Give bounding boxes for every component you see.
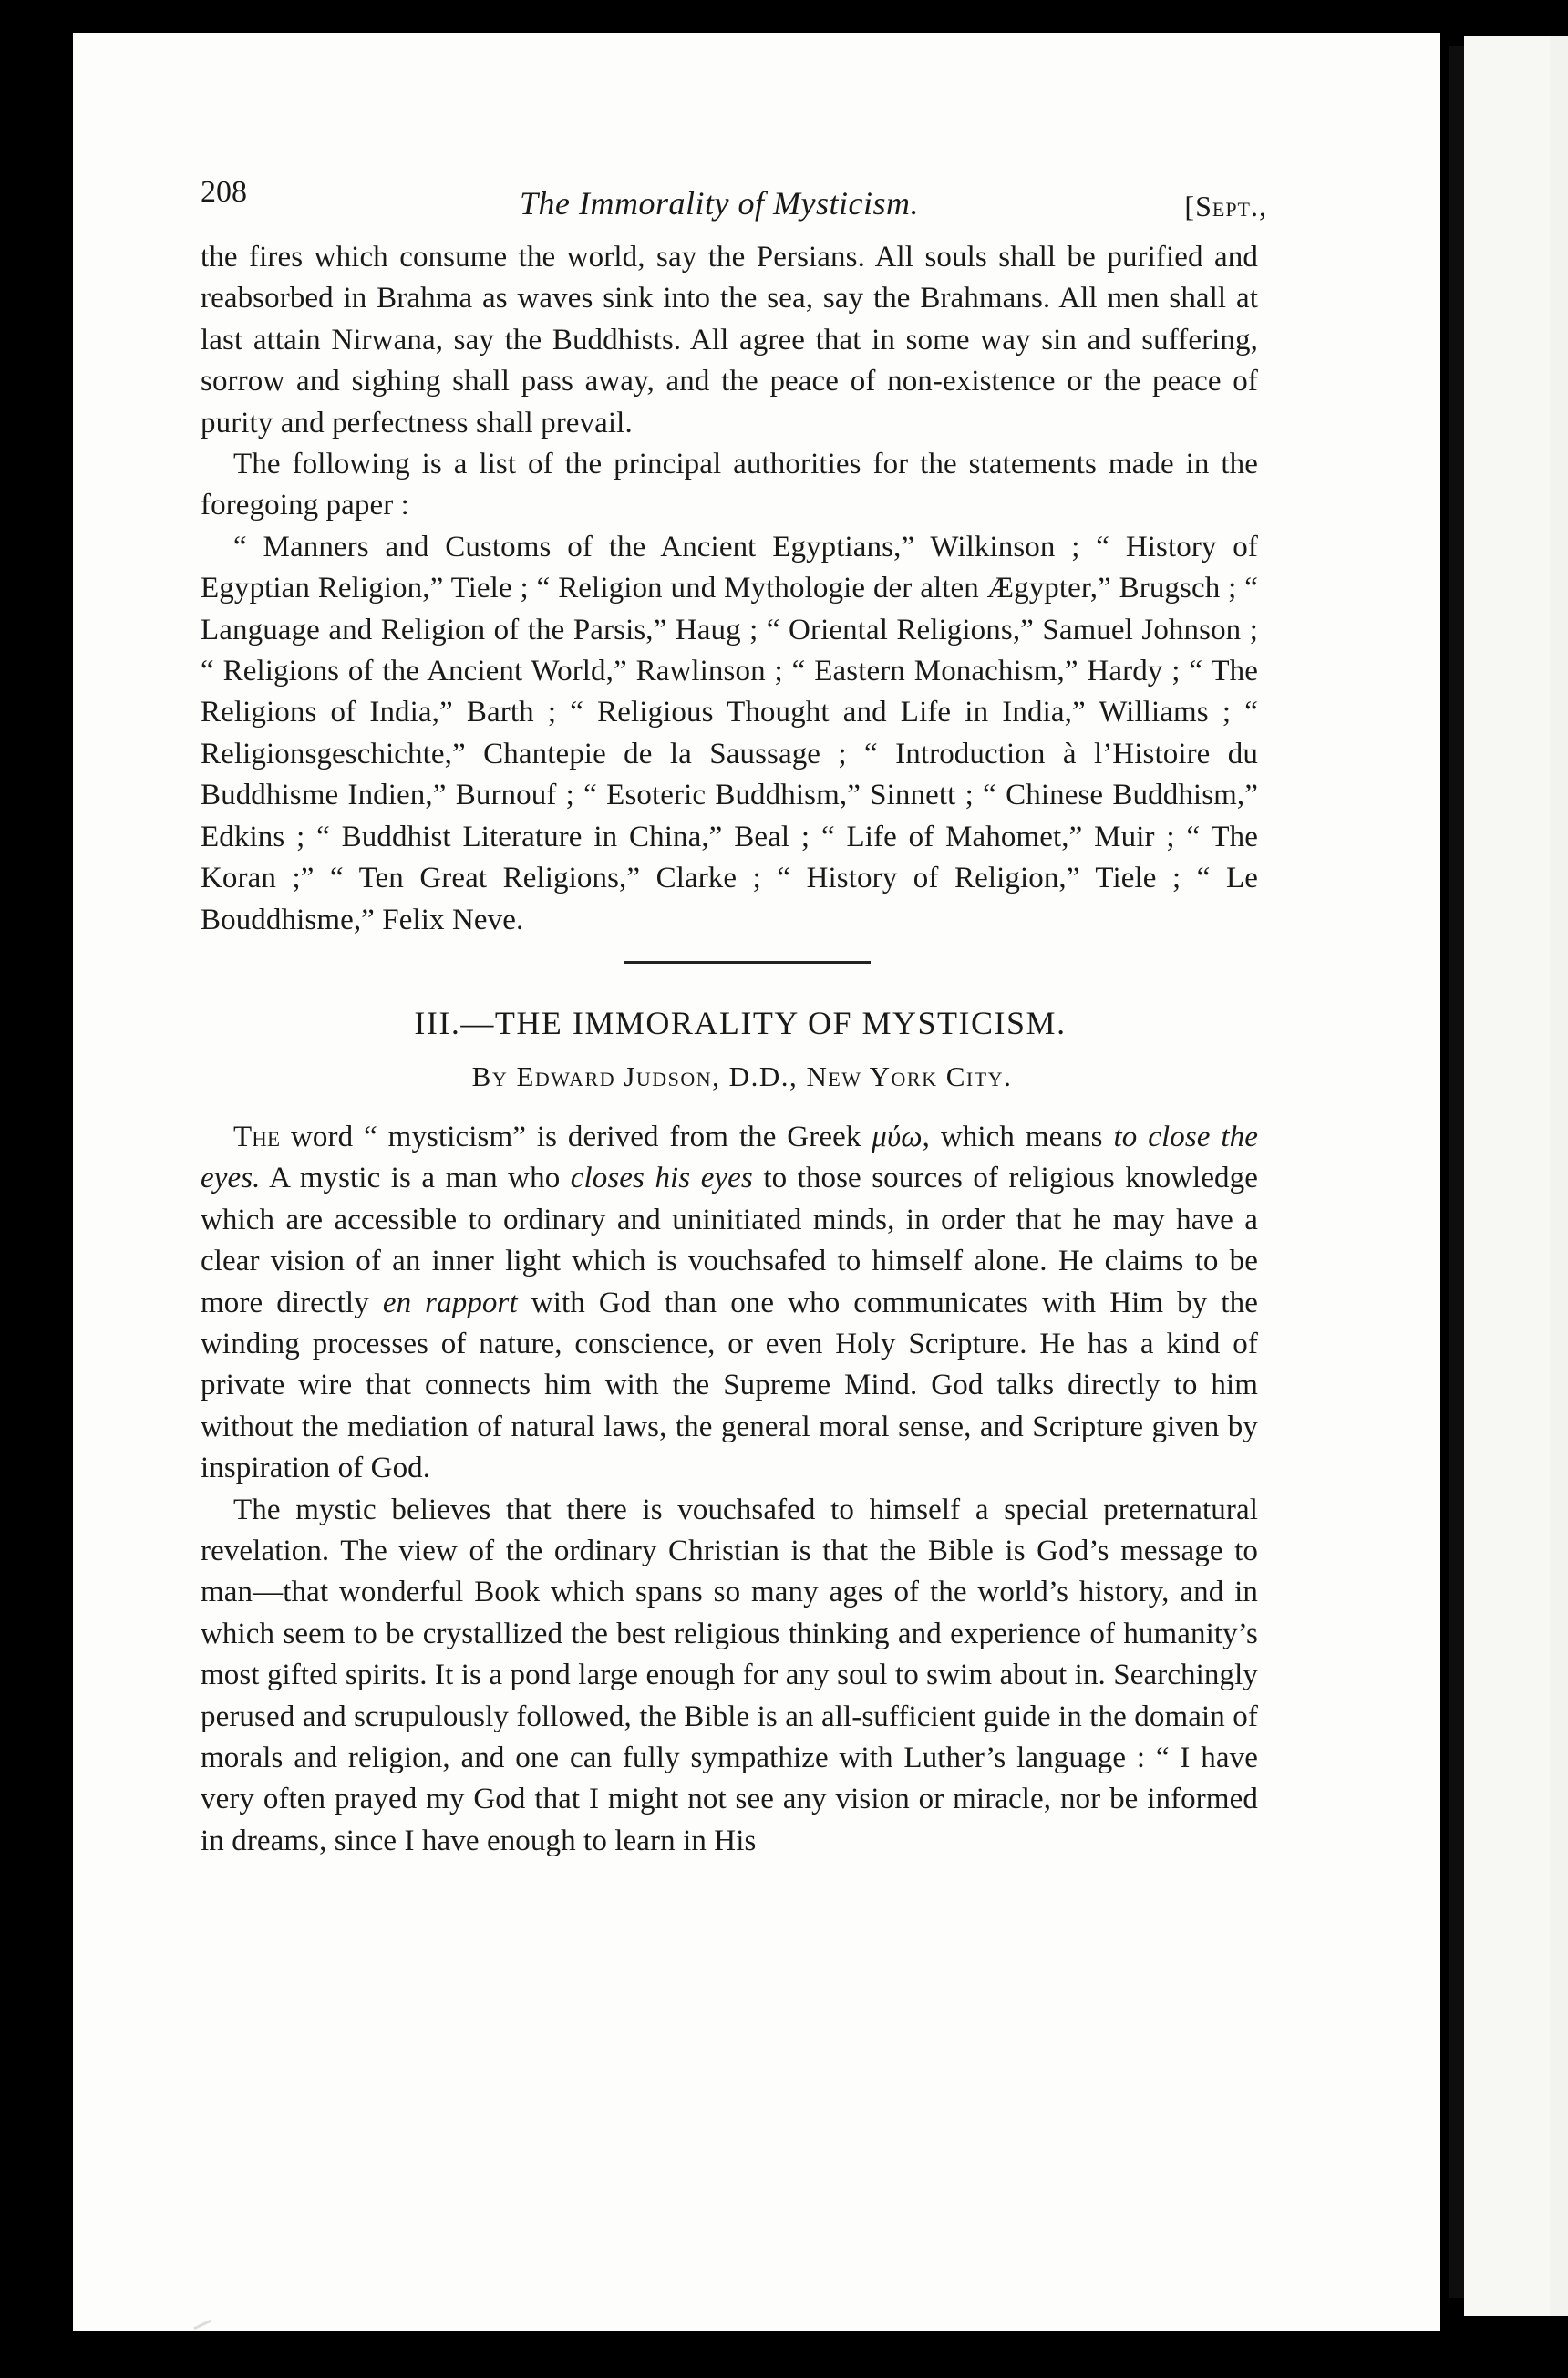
emphasis: to close the eyes. bbox=[201, 1120, 1259, 1195]
emphasis: en rapport bbox=[382, 1286, 518, 1319]
article-byline: By Edward Judson, D.D., New York City. bbox=[471, 1060, 1013, 1092]
page-gutter-shadow bbox=[1449, 46, 1464, 2298]
greek-word: μύω bbox=[872, 1120, 923, 1153]
paragraph: the fires which consume the world, say the Persians. All souls shall be purified and reabsorbed in Brahma as waves sink into the sea, say the Brahmans. All men shall at last attain Nirwana, say the Buddhists. All agree that in some way sin and suffering, sorrow and sighing shall pass away, and the peace of non-existence or the peace of purity and perfectness shall prevail. bbox=[201, 241, 1258, 439]
emphasis: closes his eyes bbox=[570, 1162, 753, 1195]
facing-page-edge-shade bbox=[1550, 36, 1568, 2316]
article-title: III.—THE IMMORALITY OF MYSTICISM. bbox=[414, 1004, 1067, 1041]
paragraph: The following is a list of the principal authorities for the statements made in the foregoing paper : bbox=[201, 448, 1258, 522]
lead-word: The bbox=[233, 1120, 281, 1153]
article-body bbox=[201, 1117, 1258, 1862]
text-run: with God than one who communicates with Him by the winding processes of nature, conscience, or even Holy Scripture. He has a kind of private wire that connects him with the Supreme Mind. God talks directly to him without the mediation of natural laws, the general moral sense, and Scripture given by inspiration of God. bbox=[201, 1286, 1259, 1485]
text-run: , which means bbox=[922, 1120, 1114, 1153]
paragraph: The mystic believes that there is vouchsafed to himself a special preternatural revelation. The view of the ordinary Christian is that the Bible is God’s message to man—that wonderful Book which spans so many ages of the world’s history, and in which seem to be crystallized the best religious thinking and experience of humanity’s most gifted spirits. It is a pond large enough for any soul to swim about in. Searchingly perused and scrupulously followed, the Bible is an all-sufficient guide in the domain of morals and religion, and one can fully sympathize with Luther’s language : “ I have very often prayed my God that I might not see any vision or miracle, nor be informed in dreams, since I have enough to learn in His bbox=[201, 1493, 1258, 1857]
text-run: to those sources of religious knowledge which are accessible to ordinary and uninitiated minds, in order that he may have a clear vision of an inner light which is vouchsafed to himself alone. He claims to be more directly bbox=[201, 1162, 1259, 1319]
previous-article-ending bbox=[201, 237, 1258, 941]
page-number: 208 bbox=[201, 175, 247, 209]
text-run: A mystic is a man who bbox=[260, 1162, 571, 1195]
page-content bbox=[201, 162, 1267, 1862]
text-run: word “ mysticism” is derived from the Greek bbox=[280, 1120, 872, 1153]
paragraph bbox=[201, 1117, 1258, 1490]
running-title: The Immorality of Mysticism. bbox=[520, 185, 919, 222]
bibliography-paragraph: “ Manners and Customs of the Ancient Egyptians,” Wilkinson ; “ History of Egyptian Religion,” Tiele ; “ Religion und Mythologie der alten Ægypter,” Brugsch ; “ Language and Religion of the Parsis,” Haug ; “ Oriental Religions,” Samuel Johnson ; “ Religions of the Ancient World,” Rawlinson ; “ Eastern Monachism,” Hardy ; “ The Religions of India,” Barth ; “ Religious Thought and Life in India,” Williams ; “ Religionsgeschichte,” Chantepie de la Saussage ; “ Introduction à l’Histoire du Buddhisme Indien,” Burnouf ; “ Esoteric Buddhism,” Sinnett ; “ Chinese Buddhism,” Edkins ; “ Buddhist Literature in China,” Beal ; “ Life of Mahomet,” Muir ; “ The Koran ;” “ Ten Great Religions,” Clarke ; “ History of Religion,” Tiele ; “ Le Bouddhisme,” Felix Neve. bbox=[201, 530, 1258, 936]
running-date: [Sept., bbox=[1184, 190, 1267, 222]
running-head bbox=[201, 162, 1267, 222]
section-divider bbox=[624, 961, 871, 964]
